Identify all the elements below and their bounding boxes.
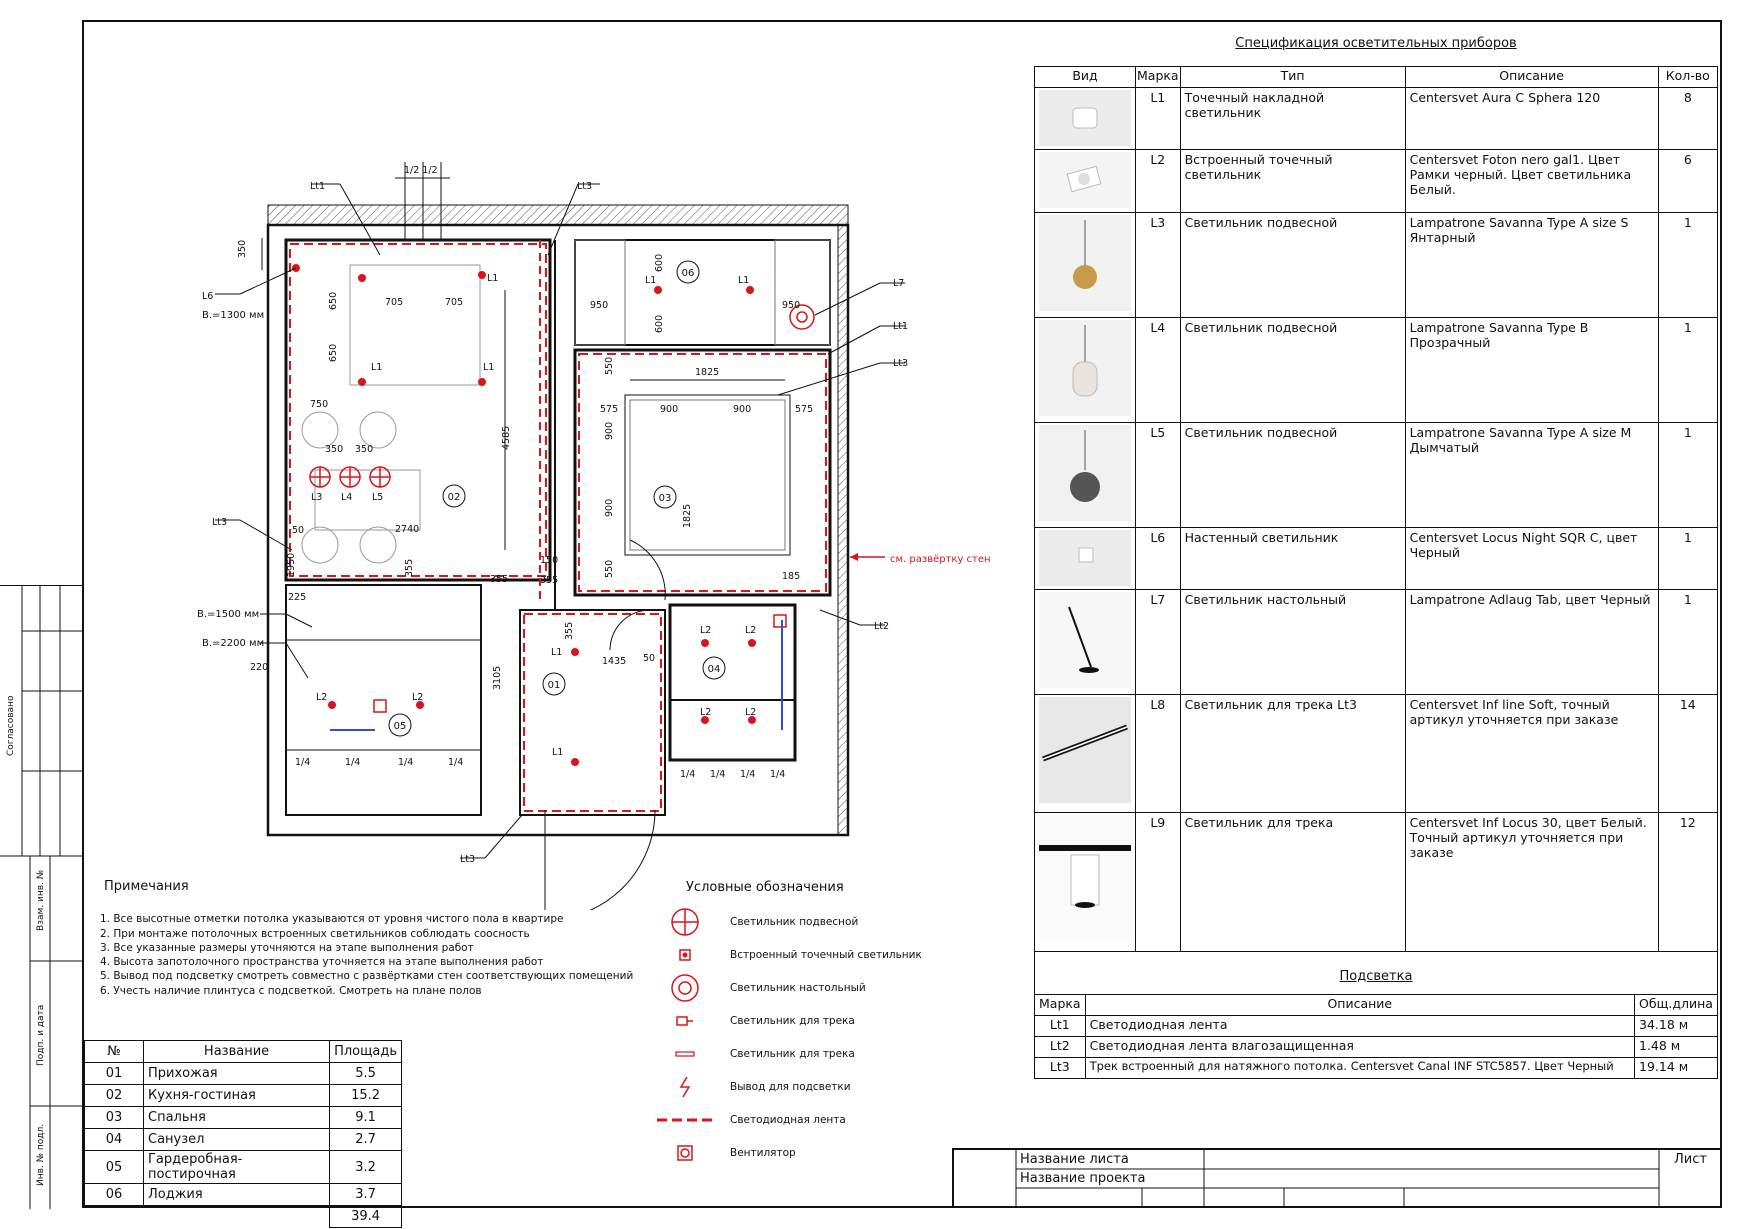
spec-row — [1035, 813, 1718, 952]
room-number-02: 02 — [447, 492, 461, 503]
spec-type: Встроенный точечный светильник — [1180, 150, 1405, 213]
svg-text:355: 355 — [490, 574, 509, 585]
svg-text:900: 900 — [604, 421, 615, 440]
room-row — [85, 1151, 402, 1184]
spec-qty: 14 — [1658, 695, 1717, 813]
spec-header-mark: Марка — [1136, 67, 1181, 88]
spec-table — [1034, 66, 1718, 952]
replace-inv-label: Взам. инв. № — [36, 869, 46, 931]
svg-text:1/4: 1/4 — [398, 757, 414, 768]
spec-row — [1035, 423, 1718, 528]
backlight-len: 1.48 м — [1635, 1037, 1718, 1058]
backlight-header-len: Общ.длина — [1635, 995, 1718, 1016]
spec-type: Светильник подвесной — [1180, 213, 1405, 318]
svg-text:650: 650 — [328, 343, 339, 362]
spec-row — [1035, 590, 1718, 695]
room-number: 06 — [85, 1184, 144, 1206]
spec-header-desc: Описание — [1405, 67, 1658, 88]
backlight-outlet-icon — [665, 1075, 705, 1099]
legend-label: Светильник для трека — [730, 1014, 855, 1027]
spec-desc: Lampatrone Adlaug Tab, цвет Черный — [1405, 590, 1658, 695]
spec-thumb — [1035, 695, 1136, 813]
svg-text:185: 185 — [782, 571, 801, 582]
spec-thumb — [1035, 318, 1136, 423]
legend-label: Светильник для трека — [730, 1047, 855, 1060]
note-item: 2. При монтаже потолочных встроенных светильников соблюдать соосность — [100, 927, 530, 940]
spec-mark: L4 — [1136, 318, 1181, 423]
svg-text:L7: L7 — [893, 278, 905, 289]
svg-text:1/2 1/2: 1/2 1/2 — [404, 165, 438, 176]
svg-text:Lt2: Lt2 — [874, 621, 890, 632]
svg-text:L2: L2 — [316, 692, 328, 703]
svg-text:1/4: 1/4 — [770, 769, 786, 780]
backlight-desc: Светодиодная лента влагозащищенная — [1085, 1037, 1634, 1058]
svg-text:L1: L1 — [483, 362, 495, 373]
svg-text:Lt3: Lt3 — [577, 181, 593, 192]
svg-text:L2: L2 — [412, 692, 424, 703]
legend-label: Светильник настольный — [730, 981, 866, 994]
backlight-mark: Lt3 — [1035, 1058, 1086, 1079]
backlight-desc: Трек встроенный для натяжного потолка. Centersvet Canal INF STC5857. Цвет Черный — [1085, 1058, 1634, 1079]
agreed-label: Согласовано — [6, 695, 16, 756]
svg-text:350: 350 — [237, 239, 248, 258]
svg-text:1/4: 1/4 — [710, 769, 726, 780]
track-spot-icon — [665, 1011, 705, 1031]
spec-desc: Centersvet Inf line Soft, точный артикул уточняется при заказе — [1405, 695, 1658, 813]
backlight-len: 19.14 м — [1635, 1058, 1718, 1079]
svg-text:575: 575 — [600, 404, 619, 415]
svg-text:900: 900 — [604, 498, 615, 517]
legend-label: Встроенный точечный светильник — [730, 948, 922, 961]
room-area: 15.2 — [330, 1085, 402, 1107]
legend-title: Условные обозначения — [686, 880, 844, 895]
table-lamp-icon — [665, 972, 705, 1004]
track-spot-image — [1039, 815, 1131, 941]
svg-text:L1: L1 — [552, 747, 564, 758]
legend-label: Вывод для подсветки — [730, 1080, 851, 1093]
svg-text:355: 355 — [540, 575, 559, 586]
height-1500-label: В.=1500 мм — [197, 609, 260, 620]
svg-text:1825: 1825 — [695, 367, 720, 378]
svg-text:225: 225 — [288, 592, 307, 603]
spec-row — [1035, 88, 1718, 150]
room-number: 01 — [85, 1063, 144, 1085]
spec-qty: 1 — [1658, 318, 1717, 423]
spec-mark: L3 — [1136, 213, 1181, 318]
clear-pendant-image — [1039, 320, 1131, 416]
notes — [100, 880, 633, 998]
spec-thumb — [1035, 88, 1136, 150]
spec-thumb — [1035, 528, 1136, 590]
legend — [640, 880, 922, 1169]
legend-item — [640, 1070, 922, 1103]
svg-text:L5: L5 — [372, 492, 384, 503]
lighting-spec — [1034, 22, 1718, 1079]
backlight-row — [1035, 1058, 1718, 1079]
room-number-01: 01 — [547, 680, 561, 691]
svg-text:750: 750 — [310, 399, 329, 410]
rooms-total-row — [85, 1206, 402, 1228]
svg-text:705: 705 — [385, 297, 404, 308]
rooms-header-number: № — [85, 1041, 144, 1063]
room-row — [85, 1107, 402, 1129]
svg-text:355: 355 — [564, 621, 575, 640]
svg-text:L1: L1 — [738, 275, 750, 286]
room-number: 04 — [85, 1129, 144, 1151]
spec-mark: L7 — [1136, 590, 1181, 695]
svg-text:575: 575 — [795, 404, 814, 415]
backlight-mark: Lt2 — [1035, 1037, 1086, 1058]
spec-mark: L5 — [1136, 423, 1181, 528]
pendant-light-icon — [665, 906, 705, 938]
svg-text:1950: 1950 — [286, 552, 297, 577]
l6-height-label: В.=1300 мм — [202, 310, 265, 321]
legend-label: Светодиодная лента — [730, 1113, 846, 1126]
room-area: 9.1 — [330, 1107, 402, 1129]
svg-text:950: 950 — [590, 300, 609, 311]
svg-text:1/4: 1/4 — [448, 757, 464, 768]
spec-qty: 1 — [1658, 528, 1717, 590]
svg-text:L4: L4 — [341, 492, 353, 503]
backlight-header-desc: Описание — [1085, 995, 1634, 1016]
room-name: Кухня-гостиная — [144, 1085, 330, 1107]
spec-qty: 1 — [1658, 590, 1717, 695]
svg-text:Lt3: Lt3 — [212, 517, 228, 528]
legend-label: Вентилятор — [730, 1146, 796, 1159]
track-line-icon — [665, 1044, 705, 1064]
sign-date-label: Подп. и дата — [36, 1004, 46, 1066]
spec-desc: Lampatrone Savanna Type A size S Янтарный — [1405, 213, 1658, 318]
spec-mark: L1 — [1136, 88, 1181, 150]
svg-text:50: 50 — [292, 525, 305, 536]
room-row — [85, 1129, 402, 1151]
legend-label: Светильник подвесной — [730, 915, 859, 928]
spec-type: Светильник настольный — [1180, 590, 1405, 695]
spec-header-type: Тип — [1180, 67, 1405, 88]
spec-qty: 1 — [1658, 423, 1717, 528]
svg-text:600: 600 — [654, 253, 665, 272]
spec-type: Светильник для трека Lt3 — [1180, 695, 1405, 813]
svg-text:600: 600 — [654, 314, 665, 333]
spec-header-qty: Кол-во — [1658, 67, 1717, 88]
room-row — [85, 1063, 402, 1085]
spec-mark: L2 — [1136, 150, 1181, 213]
room-number-03: 03 — [658, 493, 672, 504]
backlight-section — [1034, 952, 1718, 1079]
backlight-header-mark: Марка — [1035, 995, 1086, 1016]
recessed-spot-icon — [665, 945, 705, 965]
title-block — [952, 1148, 1722, 1208]
wall-reference-note: см. развёртку стен — [890, 554, 991, 565]
spec-mark: L9 — [1136, 813, 1181, 952]
spec-header-view: Вид — [1035, 67, 1136, 88]
spec-qty: 6 — [1658, 150, 1717, 213]
svg-text:350: 350 — [325, 444, 344, 455]
legend-item — [640, 1004, 922, 1037]
svg-text:L1: L1 — [551, 647, 563, 658]
backlight-len: 34.18 м — [1635, 1016, 1718, 1037]
svg-text:350: 350 — [355, 444, 374, 455]
svg-text:1/4: 1/4 — [680, 769, 696, 780]
room-row — [85, 1085, 402, 1107]
rooms-total: 39.4 — [330, 1206, 402, 1228]
room-area: 2.7 — [330, 1129, 402, 1151]
svg-text:950: 950 — [782, 300, 801, 311]
spec-type: Светильник подвесной — [1180, 423, 1405, 528]
svg-text:550: 550 — [604, 356, 615, 375]
svg-text:1825: 1825 — [682, 503, 693, 528]
wall-light-image — [1039, 530, 1131, 586]
spec-title: Спецификация осветительных приборов — [1235, 36, 1517, 51]
project-name-label: Название проекта — [1020, 1171, 1146, 1186]
spec-row — [1035, 213, 1718, 318]
svg-text:Lt3: Lt3 — [893, 358, 909, 369]
spec-type: Светильник подвесной — [1180, 318, 1405, 423]
svg-text:L2: L2 — [700, 707, 712, 718]
track-line-image — [1039, 697, 1131, 803]
rooms-header-name: Название — [144, 1041, 330, 1063]
spec-thumb — [1035, 150, 1136, 213]
note-item: 3. Все указанные размеры уточняются на этапе выполнения работ — [100, 941, 474, 954]
spec-type: Точечный накладной светильник — [1180, 88, 1405, 150]
room-name: Прихожая — [144, 1063, 330, 1085]
spec-desc: Centersvet Locus Night SQR C, цвет Черный — [1405, 528, 1658, 590]
svg-text:4585: 4585 — [501, 425, 512, 450]
room-area: 3.7 — [330, 1184, 402, 1206]
spec-desc: Centersvet Inf Locus 30, цвет Белый. Точный артикул уточняется при заказе — [1405, 813, 1658, 952]
backlight-title: Подсветка — [1034, 952, 1718, 994]
svg-text:Lt1: Lt1 — [893, 321, 909, 332]
smoky-pendant-image — [1039, 425, 1131, 521]
svg-text:Lt1: Lt1 — [310, 181, 326, 192]
spec-qty: 12 — [1658, 813, 1717, 952]
inv-orig-label: Инв. № подл. — [36, 1123, 46, 1186]
height-2200-label: В.=2200 мм — [202, 638, 265, 649]
svg-text:355: 355 — [404, 558, 415, 577]
svg-text:900: 900 — [660, 404, 679, 415]
spec-mark: L8 — [1136, 695, 1181, 813]
spec-type: Светильник для трека — [1180, 813, 1405, 952]
svg-text:650: 650 — [328, 291, 339, 310]
backlight-table — [1034, 994, 1718, 1079]
svg-text:2740: 2740 — [395, 524, 420, 535]
room-area: 3.2 — [330, 1151, 402, 1184]
note-item: 4. Высота запотолочного пространства уточняется на этапе выполнения работ — [100, 956, 544, 969]
svg-text:150: 150 — [540, 555, 559, 566]
room-row — [85, 1184, 402, 1206]
recessed-spot-image — [1039, 152, 1131, 208]
room-name: Лоджия — [144, 1184, 330, 1206]
rooms-header-area: Площадь — [330, 1041, 402, 1063]
legend-item — [640, 938, 922, 971]
sheet-label: Лист — [1674, 1152, 1707, 1167]
note-item: 1. Все высотные отметки потолка указываются от уровня чистого пола в квартире — [100, 913, 564, 926]
sheet-name-label: Название листа — [1020, 1152, 1129, 1167]
fan-icon — [665, 1143, 705, 1163]
spec-qty: 1 — [1658, 213, 1717, 318]
legend-item — [640, 1037, 922, 1070]
note-item: 6. Учесть наличие плинтуса с подсветкой. Смотреть на плане полов — [100, 984, 482, 997]
spec-row — [1035, 528, 1718, 590]
legend-item — [640, 1103, 922, 1136]
svg-text:50: 50 — [643, 653, 656, 664]
svg-text:L3: L3 — [311, 492, 323, 503]
svg-text:220: 220 — [250, 662, 269, 673]
table-lamp-image — [1039, 592, 1131, 688]
spec-thumb — [1035, 590, 1136, 695]
approval-strip — [0, 585, 82, 1209]
spec-thumb — [1035, 213, 1136, 318]
spec-desc: Lampatrone Savanna Type A size M Дымчатый — [1405, 423, 1658, 528]
spec-thumb — [1035, 813, 1136, 952]
spec-desc: Centersvet Aura C Sphera 120 — [1405, 88, 1658, 150]
spec-row — [1035, 318, 1718, 423]
svg-text:Lt3: Lt3 — [460, 854, 476, 865]
spec-desc: Centersvet Foton nero gal1. Цвет Рамки черный. Цвет светильника Белый. — [1405, 150, 1658, 213]
led-strip-icon — [655, 1110, 715, 1130]
svg-text:1/4: 1/4 — [740, 769, 756, 780]
svg-text:L2: L2 — [745, 625, 757, 636]
room-number: 02 — [85, 1085, 144, 1107]
spec-row — [1035, 695, 1718, 813]
notes-title: Примечания — [104, 879, 189, 894]
room-number-04: 04 — [707, 664, 721, 675]
room-name: Спальня — [144, 1107, 330, 1129]
svg-text:L2: L2 — [700, 625, 712, 636]
spec-row — [1035, 150, 1718, 213]
note-item: 5. Вывод под подсветку смотреть совместно с развёртками стен соответствующих помещений — [100, 970, 634, 983]
svg-text:L1: L1 — [645, 275, 657, 286]
svg-text:1/4: 1/4 — [345, 757, 361, 768]
spec-qty: 8 — [1658, 88, 1717, 150]
svg-text:1435: 1435 — [602, 656, 627, 667]
backlight-row — [1035, 1016, 1718, 1037]
legend-item — [640, 971, 922, 1004]
svg-text:900: 900 — [733, 404, 752, 415]
spec-mark: L6 — [1136, 528, 1181, 590]
room-number-05: 05 — [393, 721, 407, 732]
svg-text:705: 705 — [445, 297, 464, 308]
spec-thumb — [1035, 423, 1136, 528]
room-name: Гардеробная-постирочная — [144, 1151, 330, 1184]
svg-text:L2: L2 — [745, 707, 757, 718]
rooms-table — [84, 1040, 402, 1228]
svg-text:1/4: 1/4 — [295, 757, 311, 768]
spec-desc: Lampatrone Savanna Type B Прозрачный — [1405, 318, 1658, 423]
room-number: 03 — [85, 1107, 144, 1129]
backlight-desc: Светодиодная лента — [1085, 1016, 1634, 1037]
svg-text:L6: L6 — [202, 291, 214, 302]
room-area: 5.5 — [330, 1063, 402, 1085]
svg-text:550: 550 — [604, 559, 615, 578]
amber-pendant-image — [1039, 215, 1131, 311]
svg-text:L1: L1 — [487, 273, 499, 284]
svg-text:3105: 3105 — [492, 665, 503, 690]
spot-light-image — [1039, 90, 1131, 146]
floor-plan — [180, 150, 1020, 910]
backlight-mark: Lt1 — [1035, 1016, 1086, 1037]
legend-item — [640, 905, 922, 938]
legend-item — [640, 1136, 922, 1169]
room-number-06: 06 — [681, 268, 695, 279]
svg-text:L1: L1 — [371, 362, 383, 373]
spec-type: Настенный светильник — [1180, 528, 1405, 590]
room-name: Санузел — [144, 1129, 330, 1151]
room-number: 05 — [85, 1151, 144, 1184]
backlight-row — [1035, 1037, 1718, 1058]
